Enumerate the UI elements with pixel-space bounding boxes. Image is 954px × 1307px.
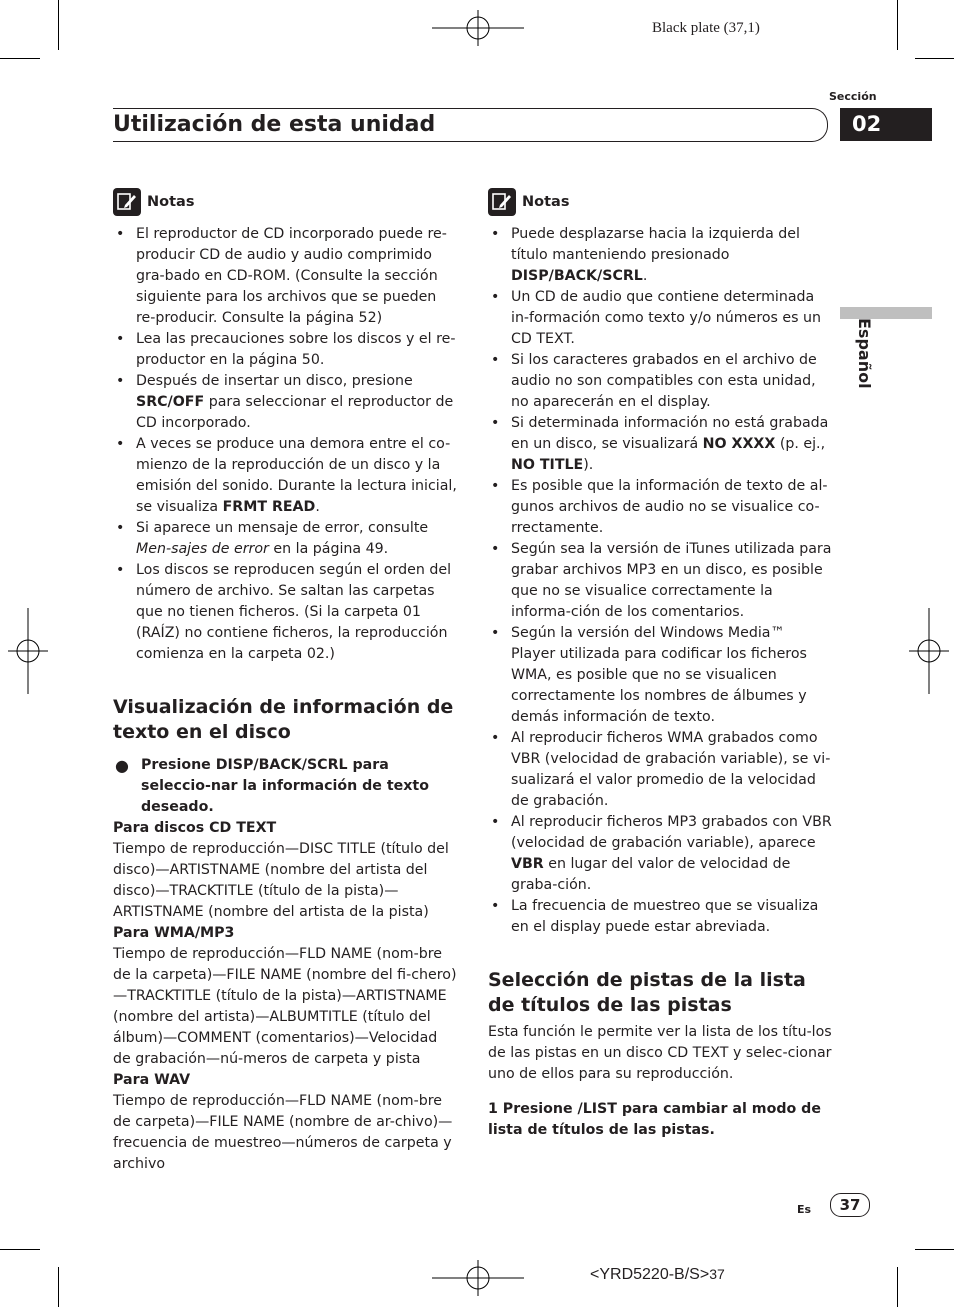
notes-label: Notas bbox=[522, 193, 570, 210]
list-item: • Un CD de audio que contiene determinada in-formación como texto y/o números es un CD TEXT. bbox=[488, 287, 833, 350]
notes-label: Notas bbox=[147, 193, 195, 210]
registration-mark-left bbox=[8, 608, 48, 694]
page-number: 37 bbox=[830, 1193, 870, 1217]
cd-text-sequence: Tiempo de reproducción—DISC TITLE (título del disco)—ARTISTNAME (nombre del artista del disco)—TRACKTITLE (título de la pista)—ARTISTNAME (nombre del artista de la pista) bbox=[113, 841, 449, 920]
registration-mark-top bbox=[432, 10, 524, 46]
registration-mark-right bbox=[909, 608, 949, 694]
list-item: • Si aparece un mensaje de error, consulte Men-sajes de error en la página 49. bbox=[113, 518, 458, 560]
list-item: • Lea las precauciones sobre los discos y el re-productor en la página 50. bbox=[113, 329, 458, 371]
model-code: <YRD5220-B/S>37 bbox=[590, 1266, 725, 1283]
section-number: 02 bbox=[840, 108, 932, 141]
list-item: • Según sea la versión de iTunes utilizada para grabar archivos MP3 en un disco, es posible que no se visualice correctamente la informa-ción de los comentarios. bbox=[488, 539, 833, 623]
page-title: Utilización de esta unidad bbox=[113, 112, 436, 137]
list-item: • Los discos se reproducen según el orden del número de archivo. Se saltan las carpetas que no tienen ficheros. (Si la carpeta 01 (RAÍZ) no contiene ficheros, la reproducción comienza en la carpeta 02.) bbox=[113, 560, 458, 665]
section-heading: Visualización de información de texto en el disco bbox=[113, 696, 454, 743]
page-header bbox=[113, 108, 828, 142]
list-item: • Después de insertar un disco, presione SRC/OFF para seleccionar el reproductor de CD incorporado. bbox=[113, 371, 458, 434]
plate-label: Black plate (37,1) bbox=[652, 20, 760, 36]
cd-text-label: Para discos CD TEXT bbox=[113, 820, 277, 836]
wav-sequence: Tiempo de reproducción—FLD NAME (nom-bre de carpeta)—FILE NAME (nombre de ar-chivo)—frecuencia de muestreo—números de carpeta y archivo bbox=[113, 1093, 453, 1172]
pencil-note-icon bbox=[488, 188, 516, 216]
left-column bbox=[113, 188, 458, 1175]
wav-label: Para WAV bbox=[113, 1072, 191, 1088]
list-item: • La frecuencia de muestreo que se visualiza en el display puede estar abreviada. bbox=[488, 896, 833, 938]
list-item: • A veces se produce una demora entre el co-mienzo de la reproducción de un disco y la emisión del sonido. Durante la lectura inicial, se visualiza FRMT READ. bbox=[113, 434, 458, 518]
list-item: • Si determinada información no está grabada en un disco, se visualizará NO XXXX (p. ej., NO TITLE). bbox=[488, 413, 833, 476]
list-item: • Según la versión del Windows Media™ Player utilizada para codificar los ficheros WMA, es posible que no se visualicen correctamente los nombres de álbumes y demás información de texto. bbox=[488, 623, 833, 728]
section-heading: Selección de pistas de la lista de títulos de las pistas bbox=[488, 969, 806, 1016]
section-intro: Esta función le permite ver la lista de los títu-los de las pistas en un disco CD TEXT y selec-cionar uno de ellos para su reproducción. bbox=[488, 1024, 832, 1082]
wma-mp3-sequence: Tiempo de reproducción—FLD NAME (nom-bre de la carpeta)—FILE NAME (nombre del fi-chero)—TRACKTITLE (título de la pista)—ARTISTNAME (nombre del artista)—ALBUMTITLE (título del álbum)—COMMENT (comentarios)—Velocidad de grabación—nú-meros de carpeta y pista bbox=[113, 946, 457, 1067]
list-item: • Si los caracteres grabados en el archivo de audio no son compatibles con esta unidad, no aparecerán en el display. bbox=[488, 350, 833, 413]
list-item: • Es posible que la información de texto de al-gunos archivos de audio no se visualice co-rrectamente. bbox=[488, 476, 833, 539]
footer-language: Es bbox=[797, 1203, 812, 1216]
language-tab bbox=[844, 318, 874, 408]
notes-list bbox=[113, 224, 458, 665]
list-item: • Puede desplazarse hacia la izquierda del título manteniendo presionado DISP/BACK/SCRL. bbox=[488, 224, 833, 287]
notes-header bbox=[488, 188, 833, 216]
registration-mark-bottom bbox=[432, 1260, 524, 1296]
section-label: Sección bbox=[829, 90, 877, 103]
list-item: • Al reproducir ficheros MP3 grabados con VBR (velocidad de grabación variable), aparece VBR en lugar del valor de velocidad de graba-ción. bbox=[488, 812, 833, 896]
wma-mp3-label: Para WMA/MP3 bbox=[113, 925, 235, 941]
list-item: • El reproductor de CD incorporado puede re-producir CD de audio y audio comprimido gra-bado en CD-ROM. (Consulte la sección siguiente para los archivos que se pueden re-producir. Consulte la página 52) bbox=[113, 224, 458, 329]
right-column bbox=[488, 188, 833, 1141]
language-label: Español bbox=[855, 318, 874, 389]
notes-header bbox=[113, 188, 458, 216]
list-item: • Al reproducir ficheros WMA grabados como VBR (velocidad de grabación variable), se vi-sualizará el valor promedio de la velocidad de grabación. bbox=[488, 728, 833, 812]
step-instruction: 1 Presione /LIST para cambiar al modo de lista de títulos de las pistas. bbox=[488, 1101, 821, 1138]
pencil-note-icon bbox=[113, 188, 141, 216]
notes-list bbox=[488, 224, 833, 938]
instruction: ● Presione DISP/BACK/SCRL para seleccio-nar la información de texto deseado. bbox=[115, 756, 429, 815]
